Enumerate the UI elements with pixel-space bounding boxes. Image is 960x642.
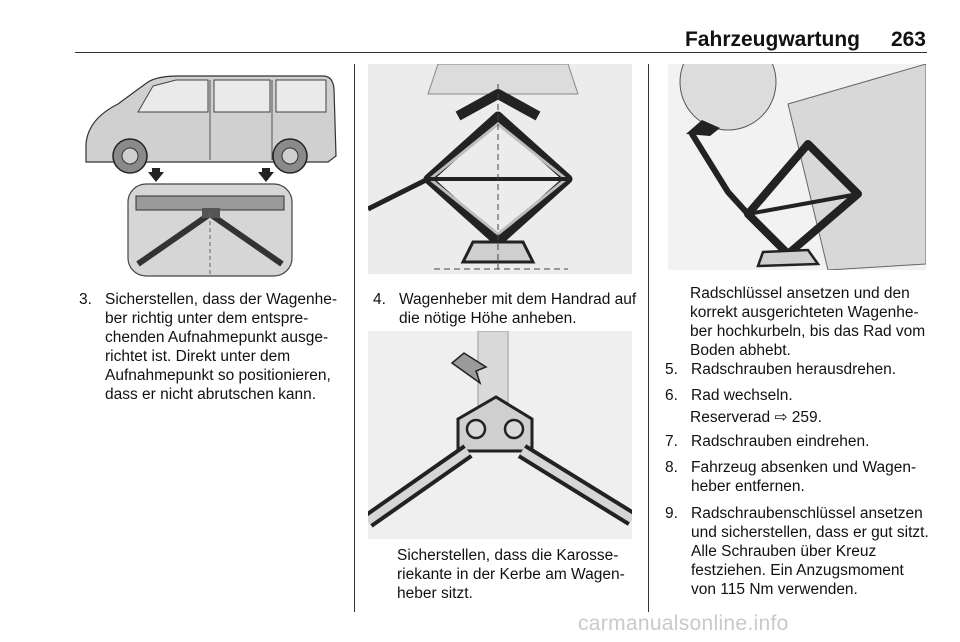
van-jack-point-illustration xyxy=(78,64,344,282)
intro-paragraph: Radschlüssel ansetzen und den korrekt ausgerichteten Wagenheber hochkurbeln, bis das Rad vom Boden abhebt. xyxy=(690,285,926,359)
cross-reference xyxy=(690,408,930,427)
step-5 xyxy=(665,360,931,379)
column-divider-2 xyxy=(648,64,649,612)
figure-caption: Sicherstellen, dass die Karosseriekante in der Kerbe am Wagenheber sitzt. xyxy=(397,547,625,602)
step-text: Wagenheber mit dem Handrad auf die nötige Höhe anheben. xyxy=(399,291,637,327)
step-number: 6. xyxy=(665,387,678,404)
step-text: Sicherstellen, dass der Wagenheber richtig unter dem entsprechenden Aufnahmepunkt ausgerichtet ist. Direkt unter dem Aufnahmepunkt so positionieren, dass er nicht abrutschen kann. xyxy=(105,291,338,403)
step-6 xyxy=(665,386,931,405)
reference-page: 259. xyxy=(791,409,822,426)
step-7 xyxy=(665,432,931,451)
step-number: 4. xyxy=(373,291,386,308)
step-number: 5. xyxy=(665,361,678,378)
column-divider-1 xyxy=(354,64,355,612)
page-reference-icon: ⇨ xyxy=(774,409,788,426)
reference-label: Reserverad xyxy=(690,409,771,426)
step-number: 3. xyxy=(79,291,92,308)
page-title: Fahrzeugwartung xyxy=(684,28,860,51)
step-text: Radschraubenschlüssel ansetzen und sicherstellen, dass er gut sitzt. Alle Schrauben über Kreuz festziehen. Ein Anzugsmoment von 115 Nm verwenden. xyxy=(691,505,929,598)
page-number: 263 xyxy=(890,28,926,51)
step-text: Radschrauben herausdrehen. xyxy=(691,361,897,378)
watermark: carmanualsonline.info xyxy=(578,612,789,635)
step-4 xyxy=(373,290,639,328)
step-text: Radschrauben eindrehen. xyxy=(691,433,870,450)
wheel-crank-illustration xyxy=(668,64,926,270)
step-3 xyxy=(79,290,347,404)
step-text: Rad wechseln. xyxy=(691,387,793,404)
step-9 xyxy=(665,504,931,599)
header-rule xyxy=(75,52,927,53)
scissor-jack-illustration xyxy=(368,64,632,274)
step-number: 7. xyxy=(665,433,678,450)
step-text: Fahrzeug absenken und Wagenheber entfernen. xyxy=(691,459,917,495)
jack-notch-closeup-illustration xyxy=(368,331,632,539)
step-number: 9. xyxy=(665,505,678,522)
step-8 xyxy=(665,458,931,496)
step-number: 8. xyxy=(665,459,678,476)
